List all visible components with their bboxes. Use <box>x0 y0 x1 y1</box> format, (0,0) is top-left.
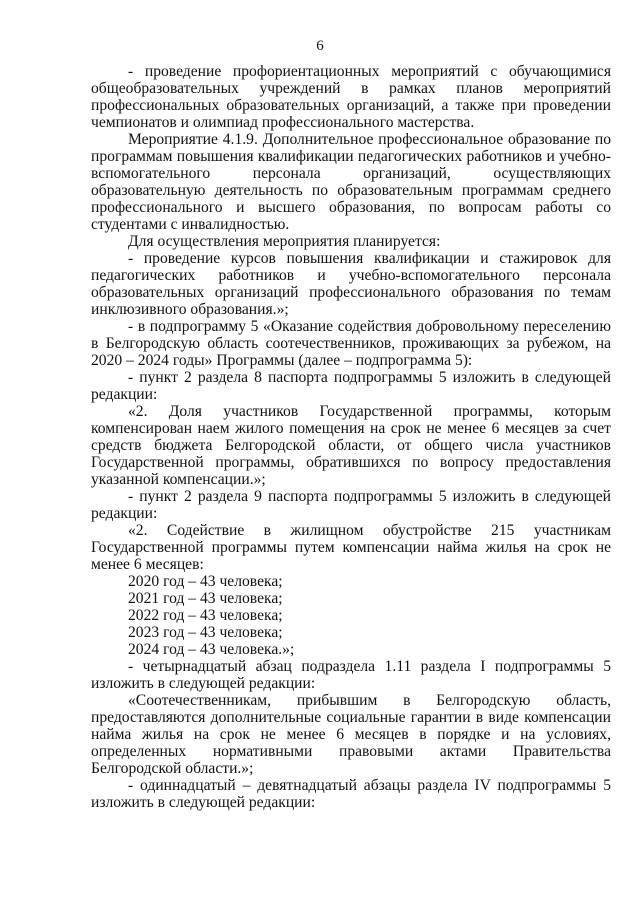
paragraph: Для осуществления мероприятия планируется: <box>128 233 441 250</box>
paragraph: - в подпрограмму 5 «Оказание содействия добровольному переселению в Белгородскую область соотечественников, проживающих за рубежом, на 2020 – 2024 годы» Программы (далее – подпрограмма 5): <box>91 318 611 369</box>
paragraph: - пункт 2 раздела 9 паспорта подпрограммы 5 изложить в следующей редакции: <box>91 488 611 522</box>
paragraph: «2. Содействие в жилищном обустройстве 215 участникам Государственной программы путем компенсации найма жилья на срок не менее 6 месяцев: <box>91 522 611 573</box>
page-number: 6 <box>316 38 324 54</box>
year-line: 2024 год – 43 человека.»; <box>128 641 295 658</box>
year-line: 2023 год – 43 человека; <box>128 624 283 641</box>
paragraph: - четырнадцатый абзац подраздела 1.11 раздела I подпрограммы 5 изложить в следующей редакции: <box>91 658 611 692</box>
paragraph: Мероприятие 4.1.9. Дополнительное профессиональное образование по программам повышения квалификации педагогических работников и учебно-вспомогательного персонала организаций, осуществляющих образовательную деятельность по образовательным программам среднего профессионального и высшего образования, по вопросам работы со студентами с инвалидностью. <box>91 131 611 233</box>
paragraph: - пункт 2 раздела 8 паспорта подпрограммы 5 изложить в следующей редакции: <box>91 369 611 403</box>
paragraph: «2. Доля участников Государственной программы, которым компенсирован наем жилого помещения на срок не менее 6 месяцев за счет средств бюджета Белгородской области, от общего числа участников Государственной программы, обратившихся по вопросу предоставления указанной компенсации.»; <box>91 403 611 488</box>
paragraph: - одиннадцатый – девятнадцатый абзацы раздела IV подпрограммы 5 изложить в следующей редакции: <box>91 777 611 811</box>
year-line: 2020 год – 43 человека; <box>128 573 283 590</box>
paragraph: «Соотечественникам, прибывшим в Белгородскую область, предоставляются дополнительные социальные гарантии в виде компенсации найма жилья на срок не менее 6 месяцев в порядке и на условиях, определенных нормативными правовыми актами Правительства Белгородской области.»; <box>91 692 611 777</box>
paragraph: - проведение курсов повышения квалификации и стажировок для педагогических работников и учебно-вспомогательного персонала образовательных организаций профессионального образования по темам инклюзивного образования.»; <box>91 250 611 318</box>
year-line: 2022 год – 43 человека; <box>128 607 283 624</box>
paragraph: - проведение профориентационных мероприятий с обучающимися общеобразовательных учреждений в рамках планов мероприятий профессиональных образовательных организаций, а также при проведении чемпионатов и олимпиад профессионального мастерства. <box>91 63 611 131</box>
document-body <box>91 63 611 811</box>
year-line: 2021 год – 43 человека; <box>128 590 283 607</box>
